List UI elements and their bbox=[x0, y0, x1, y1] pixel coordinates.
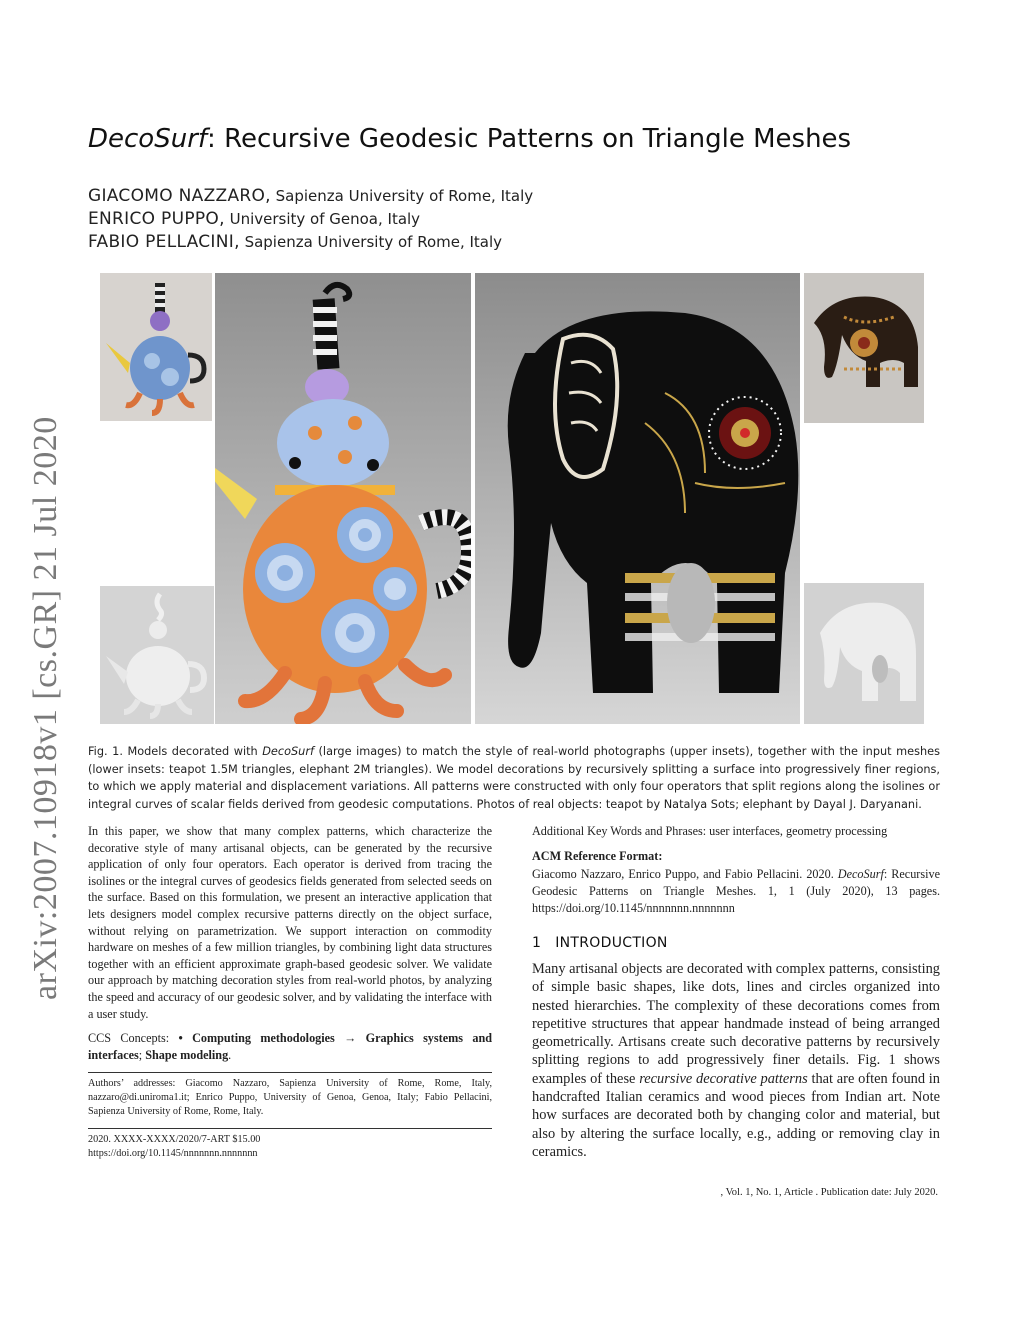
elephant-input-mesh bbox=[804, 583, 924, 724]
footnote-rule bbox=[88, 1128, 492, 1129]
footer-doi-link[interactable]: https://doi.org/10.1145/nnnnnnn.nnnnnnn bbox=[88, 1147, 258, 1159]
title-rest: : Recursive Geodesic Patterns on Triangle Meshes bbox=[207, 124, 852, 154]
intro-emphasis: recursive decorative patterns bbox=[639, 1070, 808, 1087]
caption-text: (large images) to match the style of real-world photographs (upper insets), together with the input meshes (lower insets: teapot 1.5M triangles, elephant 2M triangles). We model decorations by recursively splitting a surface into progressively finer regions, to which we apply material and displacement variations. All patterns were constructed with only four operators that split regions along the isolines or integral curves of scalar fields derived from geodesic computations. Photos of real objects: teapot by Natalya Sots; elephant by Dayal J. Daryanani. bbox=[88, 745, 940, 811]
title-italic: DecoSurf bbox=[88, 124, 208, 154]
caption-text: Fig. 1. Models decorated with bbox=[88, 745, 263, 758]
ccs-bullet: • bbox=[178, 1031, 193, 1045]
author-affiliation: University of Genoa, Italy bbox=[224, 210, 421, 228]
section-number: 1 bbox=[532, 935, 542, 951]
section-heading bbox=[532, 935, 668, 951]
publication-date: , Vol. 1, No. 1, Article . Publication date: July 2020. bbox=[720, 1187, 938, 1198]
abstract: In this paper, we show that many complex patterns, which characterize the decorative style of many artisanal objects, can be generated by the recursive application of only four operators. Each operator is derived from tracing the isolines or the integral curves of geodesics fields generated from selected seeds on the surface. Based on this formulation, we present an interactive application that lets designers model complex recursive patterns directly on the object surface, without relying on parametrization. We support interaction on commodity hardware on meshes of a few million triangles, by combining light data structures together with an efficient approximate graph-based geodesic solver. We validate our approach by matching decoration styles from real-world photos, by analyzing the speed and accuracy of our geodesic solver, and by validating the interface with a user study. bbox=[88, 824, 492, 1021]
author-name: GIACOMO NAZZARO, bbox=[88, 186, 271, 206]
author-3 bbox=[88, 232, 502, 252]
ccs-term: Graphics systems and interfaces bbox=[88, 1031, 492, 1062]
intro-text: that are often found in handcrafted Italian ceramics and wood pieces from Indian art. Note how surfaces are decorated both by changing color and material, but also by altering the surface locally, e.g., adding or removing clay in ceramics. bbox=[532, 1070, 940, 1160]
footer-info bbox=[88, 1133, 492, 1160]
elephant-decorated-render bbox=[475, 273, 800, 724]
additional-keywords: Additional Key Words and Phrases: user interfaces, geometry processing bbox=[532, 824, 888, 838]
author-2 bbox=[88, 209, 420, 229]
author-affiliation: Sapienza University of Rome, Italy bbox=[270, 187, 534, 205]
teapot-real-photo bbox=[100, 273, 212, 421]
acm-emphasis: DecoSurf bbox=[837, 867, 884, 881]
author-name: FABIO PELLACINI, bbox=[88, 232, 240, 252]
arxiv-side-stamp: arXiv:2007.10918v1 [cs.GR] 21 Jul 2020 bbox=[27, 416, 64, 1000]
author-affiliation: Sapienza University of Rome, Italy bbox=[239, 233, 503, 251]
section-title: INTRODUCTION bbox=[555, 935, 668, 951]
author-addresses: Authors’ addresses: Giacomo Nazzaro, Sapienza University of Rome, Rome, Italy, nazzaro@di.uniroma1.it; Enrico Puppo, University of Genoa, Genoa, Italy; Fabio Pellacini, Sapienza University of Rome, Rome, Italy. bbox=[88, 1078, 492, 1117]
elephant-real-photo bbox=[804, 273, 924, 423]
acm-reference bbox=[532, 866, 940, 916]
paper-title bbox=[88, 124, 851, 154]
footnote-rule bbox=[88, 1072, 492, 1073]
ccs-concepts bbox=[88, 1030, 492, 1063]
acm-reference-heading: ACM Reference Format: bbox=[532, 849, 663, 863]
introduction-paragraph bbox=[532, 960, 940, 1161]
figure-caption bbox=[88, 743, 940, 813]
ccs-arrow: → bbox=[334, 1031, 366, 1045]
intro-text: Many artisanal objects are decorated with complex patterns, consisting of simple basic shapes, like dots, lines and circles organized into nested hierarchies. The complexity of these decorations comes from repetitive structures that appear handmade instead of being arranged geometrically. Artisans create such decorative patterns by recursively splitting regions to add progressively finer details. Fig. 1 shows examples of these bbox=[532, 961, 941, 1087]
ccs-term: Computing methodologies bbox=[192, 1031, 335, 1045]
ccs-lead: CCS Concepts: bbox=[88, 1031, 179, 1045]
acm-text: : Recursive Geodesic Patterns on Triangle Meshes. 1, 1 (July 2020), 13 pages. https://doi.org/10.1145/nnnnnnn.nnnnnnn bbox=[532, 867, 940, 915]
author-1 bbox=[88, 186, 533, 206]
teapot-input-mesh bbox=[100, 586, 214, 724]
footer-line: 2020. XXXX-XXXX/2020/7-ART $15.00 bbox=[88, 1134, 261, 1145]
teapot-decorated-render bbox=[215, 273, 471, 724]
author-name: ENRICO PUPPO, bbox=[88, 209, 225, 229]
caption-emphasis: DecoSurf bbox=[262, 745, 314, 758]
acm-text: Giacomo Nazzaro, Enrico Puppo, and Fabio Pellacini. 2020. bbox=[532, 867, 838, 881]
ccs-term: Shape modeling bbox=[145, 1047, 229, 1062]
ccs-separator: ; bbox=[138, 1047, 146, 1062]
ccs-end: . bbox=[228, 1047, 232, 1062]
